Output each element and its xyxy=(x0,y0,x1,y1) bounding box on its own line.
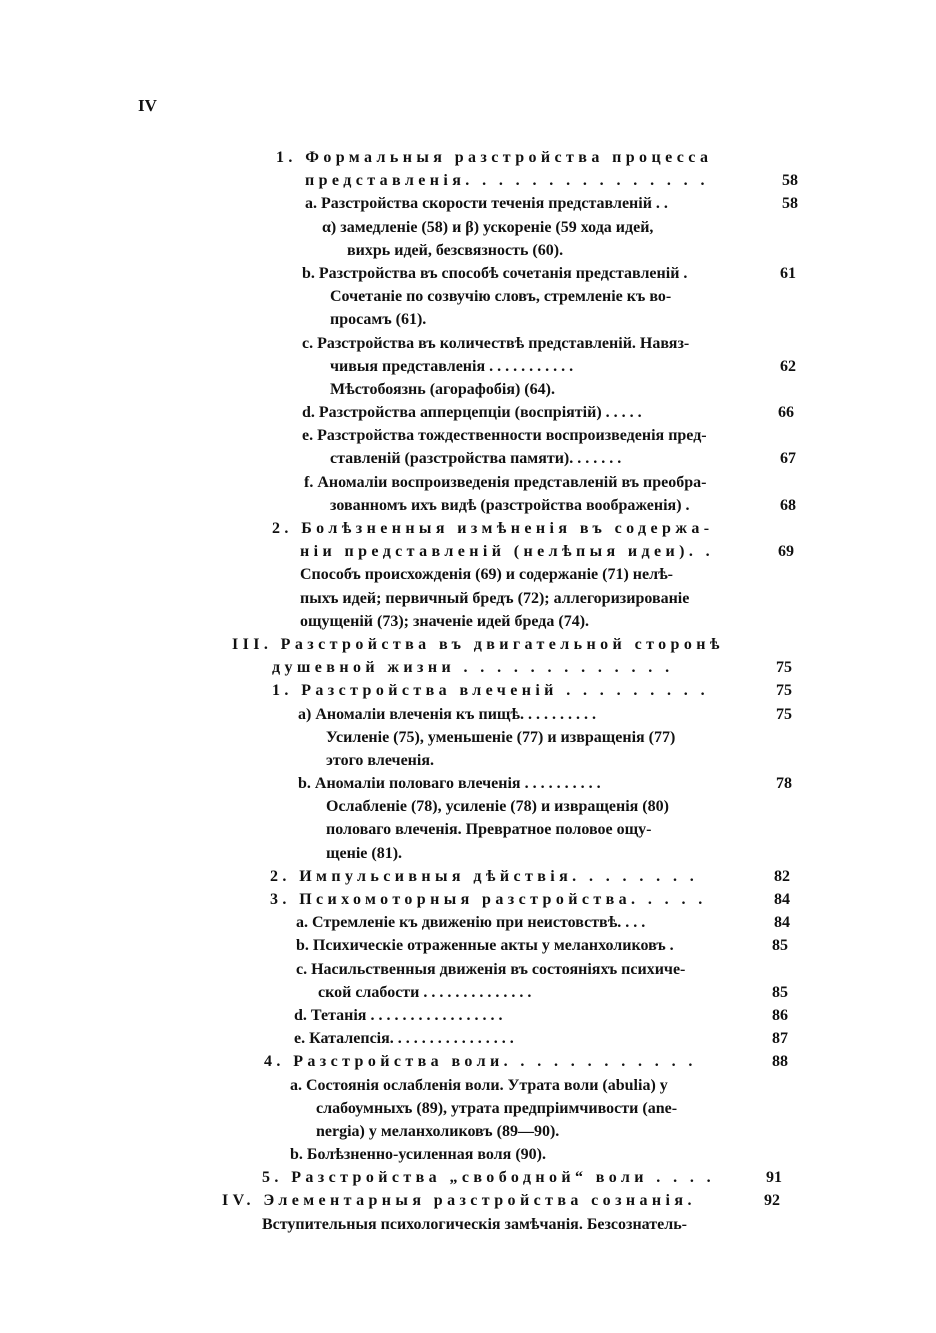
toc-page-number: 92 xyxy=(764,1192,780,1210)
toc-line xyxy=(0,1074,936,1097)
toc-page-number: 61 xyxy=(780,264,796,282)
toc-line xyxy=(0,842,936,865)
toc-page-number: 75 xyxy=(776,659,792,677)
toc-entry-text: e. Разстройства тождественности воспроизведенія пред- xyxy=(302,427,707,445)
toc-line xyxy=(0,517,936,540)
toc-line xyxy=(0,494,936,517)
toc-page-number: 75 xyxy=(776,682,792,700)
toc-line xyxy=(0,1189,936,1212)
toc-line xyxy=(0,378,936,401)
toc-line xyxy=(0,1120,936,1143)
toc-line xyxy=(0,818,936,841)
toc-entry-text: ставленій (разстройства памяти). . . . . . . xyxy=(330,450,622,468)
toc-line xyxy=(0,726,936,749)
toc-entry-text: душевной жизни . . . . . . . . . . . . . xyxy=(272,659,674,677)
toc-entry-text: a) Аномаліи влеченія къ пищѣ. . . . . . . . . . xyxy=(298,705,597,723)
toc-entry-text: чивыя представленія . . . . . . . . . . . xyxy=(330,357,574,375)
toc-line xyxy=(0,1166,936,1189)
toc-line xyxy=(0,169,936,192)
toc-page-number: 69 xyxy=(778,543,794,561)
toc-page-number: 84 xyxy=(774,914,790,932)
toc-entry-text: c. Разстройства въ количествѣ представленій. Навяз- xyxy=(302,334,690,352)
toc-page-number: 66 xyxy=(778,404,794,422)
toc-entry-text: слабоумныхъ (89), утрата предпріимчивости (ane- xyxy=(316,1099,678,1117)
toc-entry-text: b. Разстройства въ способѣ сочетанія представленій . xyxy=(302,264,688,282)
toc-entry-text: вихрь идей, безсвязность (60). xyxy=(347,241,564,259)
toc-line xyxy=(0,216,936,239)
toc-line xyxy=(0,146,936,169)
toc-entry-text: III. Разстройства въ двигательной сторонѣ xyxy=(232,635,724,653)
toc-line xyxy=(0,888,936,911)
toc-page-number: 85 xyxy=(772,983,788,1001)
toc-entry-text: Способъ происхожденія (69) и содержаніе (71) нелѣ- xyxy=(300,566,673,584)
toc-line xyxy=(0,772,936,795)
toc-page-number: 82 xyxy=(774,867,790,885)
toc-line xyxy=(0,1050,936,1073)
toc-entry-text: nergia) у меланхоликовъ (89—90). xyxy=(316,1122,560,1140)
toc-entry-text: ской слабости . . . . . . . . . . . . . . xyxy=(318,983,532,1001)
toc-entry-text: 1. Разстройства влеченій . . . . . . . . . xyxy=(272,682,709,700)
toc-entry-text: Вступительныя психологическія замѣчанія. Безсознатель- xyxy=(262,1215,687,1233)
toc-entry-text: b. Психическіе отраженные акты у меланхоликовъ . xyxy=(296,937,674,955)
toc-entry-text: b. Аномаліи половаго влеченія . . . . . . . . . . xyxy=(298,775,601,793)
toc-line xyxy=(0,656,936,679)
toc-line xyxy=(0,703,936,726)
toc-line xyxy=(0,911,936,934)
toc-entry-text: a. Стремленіе къ движенію при неистовствѣ. . . . xyxy=(296,914,646,932)
toc-entry-text: a. Разстройства скорости теченія представленій . . xyxy=(305,195,668,213)
toc-line xyxy=(0,355,936,378)
toc-entry-text: Ослабленіе (78), усиленіе (78) и извращенія (80) xyxy=(326,798,669,816)
toc-line xyxy=(0,587,936,610)
toc-page-number: 91 xyxy=(766,1169,782,1187)
toc-line xyxy=(0,958,936,981)
toc-line xyxy=(0,563,936,586)
toc-line xyxy=(0,308,936,331)
toc-entry-text: щеніе (81). xyxy=(326,844,403,862)
toc-entry-text: d. Тетанія . . . . . . . . . . . . . . . . . xyxy=(294,1006,503,1024)
toc-entry-text: Усиленіе (75), уменьшеніе (77) и извращенія (77) xyxy=(326,728,676,746)
toc-page-number: 75 xyxy=(776,705,792,723)
toc-entry-text: ніи представленій (нелѣпыя идеи). . xyxy=(300,543,715,561)
toc-line xyxy=(0,1097,936,1120)
toc-page-number: 87 xyxy=(772,1030,788,1048)
toc-line xyxy=(0,1213,936,1236)
toc-line xyxy=(0,540,936,563)
toc-line xyxy=(0,239,936,262)
toc-page-number: 88 xyxy=(772,1053,788,1071)
toc-line xyxy=(0,471,936,494)
toc-entry-text: ощущеній (73); значеніе идей бреда (74). xyxy=(300,612,590,630)
toc-line xyxy=(0,285,936,308)
toc-line xyxy=(0,679,936,702)
toc-page-number: 85 xyxy=(772,937,788,955)
toc-line xyxy=(0,332,936,355)
toc-entry-text: b. Болѣзненно-усиленная воля (90). xyxy=(290,1146,546,1164)
toc-page-number: 68 xyxy=(780,496,796,514)
toc-line xyxy=(0,401,936,424)
page-number: IV xyxy=(138,96,157,115)
toc-line xyxy=(0,795,936,818)
toc-entry-text: Сочетаніе по созвучію словъ, стремленіе къ во- xyxy=(330,288,672,306)
toc-entry-text: 1. Формальныя разстройства процесса xyxy=(276,149,713,166)
toc-page-number: 67 xyxy=(780,450,796,468)
toc-page-number: 84 xyxy=(774,891,790,908)
table-of-contents xyxy=(0,146,936,1236)
toc-entry-text: d. Разстройства апперцепціи (воспріятій) . . . . . xyxy=(302,404,642,422)
toc-entry-text: 4. Разстройства воли. . . . . . . . . . . . xyxy=(264,1053,697,1071)
toc-page-number: 58 xyxy=(782,195,798,213)
toc-line xyxy=(0,1027,936,1050)
toc-entry-text: Мѣстобоязнь (агорафобія) (64). xyxy=(330,380,555,398)
toc-line xyxy=(0,633,936,656)
toc-line xyxy=(0,981,936,1004)
toc-entry-text: 5. Разстройства „свободной“ воли . . . . xyxy=(262,1169,716,1187)
toc-entry-text: 3. Психомоторныя разстройства. . . . . xyxy=(270,891,707,908)
toc-line xyxy=(0,934,936,957)
toc-page-number: 62 xyxy=(780,357,796,375)
toc-entry-text: этого влеченія. xyxy=(326,751,434,769)
toc-entry-text: a. Состоянія ослабленія воли. Утрата воли (abulia) у xyxy=(290,1076,668,1094)
toc-entry-text: α) замедленіе (58) и β) ускореніе (59 хода идей, xyxy=(322,218,654,236)
toc-entry-text: просамъ (61). xyxy=(330,311,427,329)
toc-entry-text: 2. Болѣзненныя измѣненія въ содержа- xyxy=(272,520,714,537)
toc-entry-text: IV. Элементарныя разстройства сознанія. xyxy=(222,1192,696,1210)
toc-line xyxy=(0,610,936,633)
toc-line xyxy=(0,749,936,772)
toc-entry-text: e. Каталепсія. . . . . . . . . . . . . . . . xyxy=(294,1030,514,1048)
toc-line xyxy=(0,424,936,447)
toc-entry-text: зованномъ ихъ видѣ (разстройства воображенія) . xyxy=(330,496,690,514)
toc-page-number: 78 xyxy=(776,775,792,793)
toc-entry-text: f. Аномаліи воспроизведенія представленій въ преобра- xyxy=(304,473,707,491)
toc-entry-text: представленія. . . . . . . . . . . . . . . xyxy=(305,172,709,190)
toc-entry-text: пыхъ идей; первичный бредъ (72); аллегоризированіе xyxy=(300,589,690,607)
toc-line xyxy=(0,1143,936,1166)
toc-line xyxy=(0,865,936,888)
toc-entry-text: c. Насильственныя движенія въ состояніяхъ психиче- xyxy=(296,960,686,978)
toc-line xyxy=(0,447,936,470)
toc-entry-text: половаго влеченія. Превратное половое ощу- xyxy=(326,821,652,839)
toc-line xyxy=(0,262,936,285)
toc-page-number: 86 xyxy=(772,1006,788,1024)
toc-entry-text: 2. Импульсивныя дѣйствія. . . . . . . . xyxy=(270,867,699,885)
toc-line xyxy=(0,1004,936,1027)
toc-page-number: 58 xyxy=(782,172,798,190)
toc-line xyxy=(0,192,936,215)
